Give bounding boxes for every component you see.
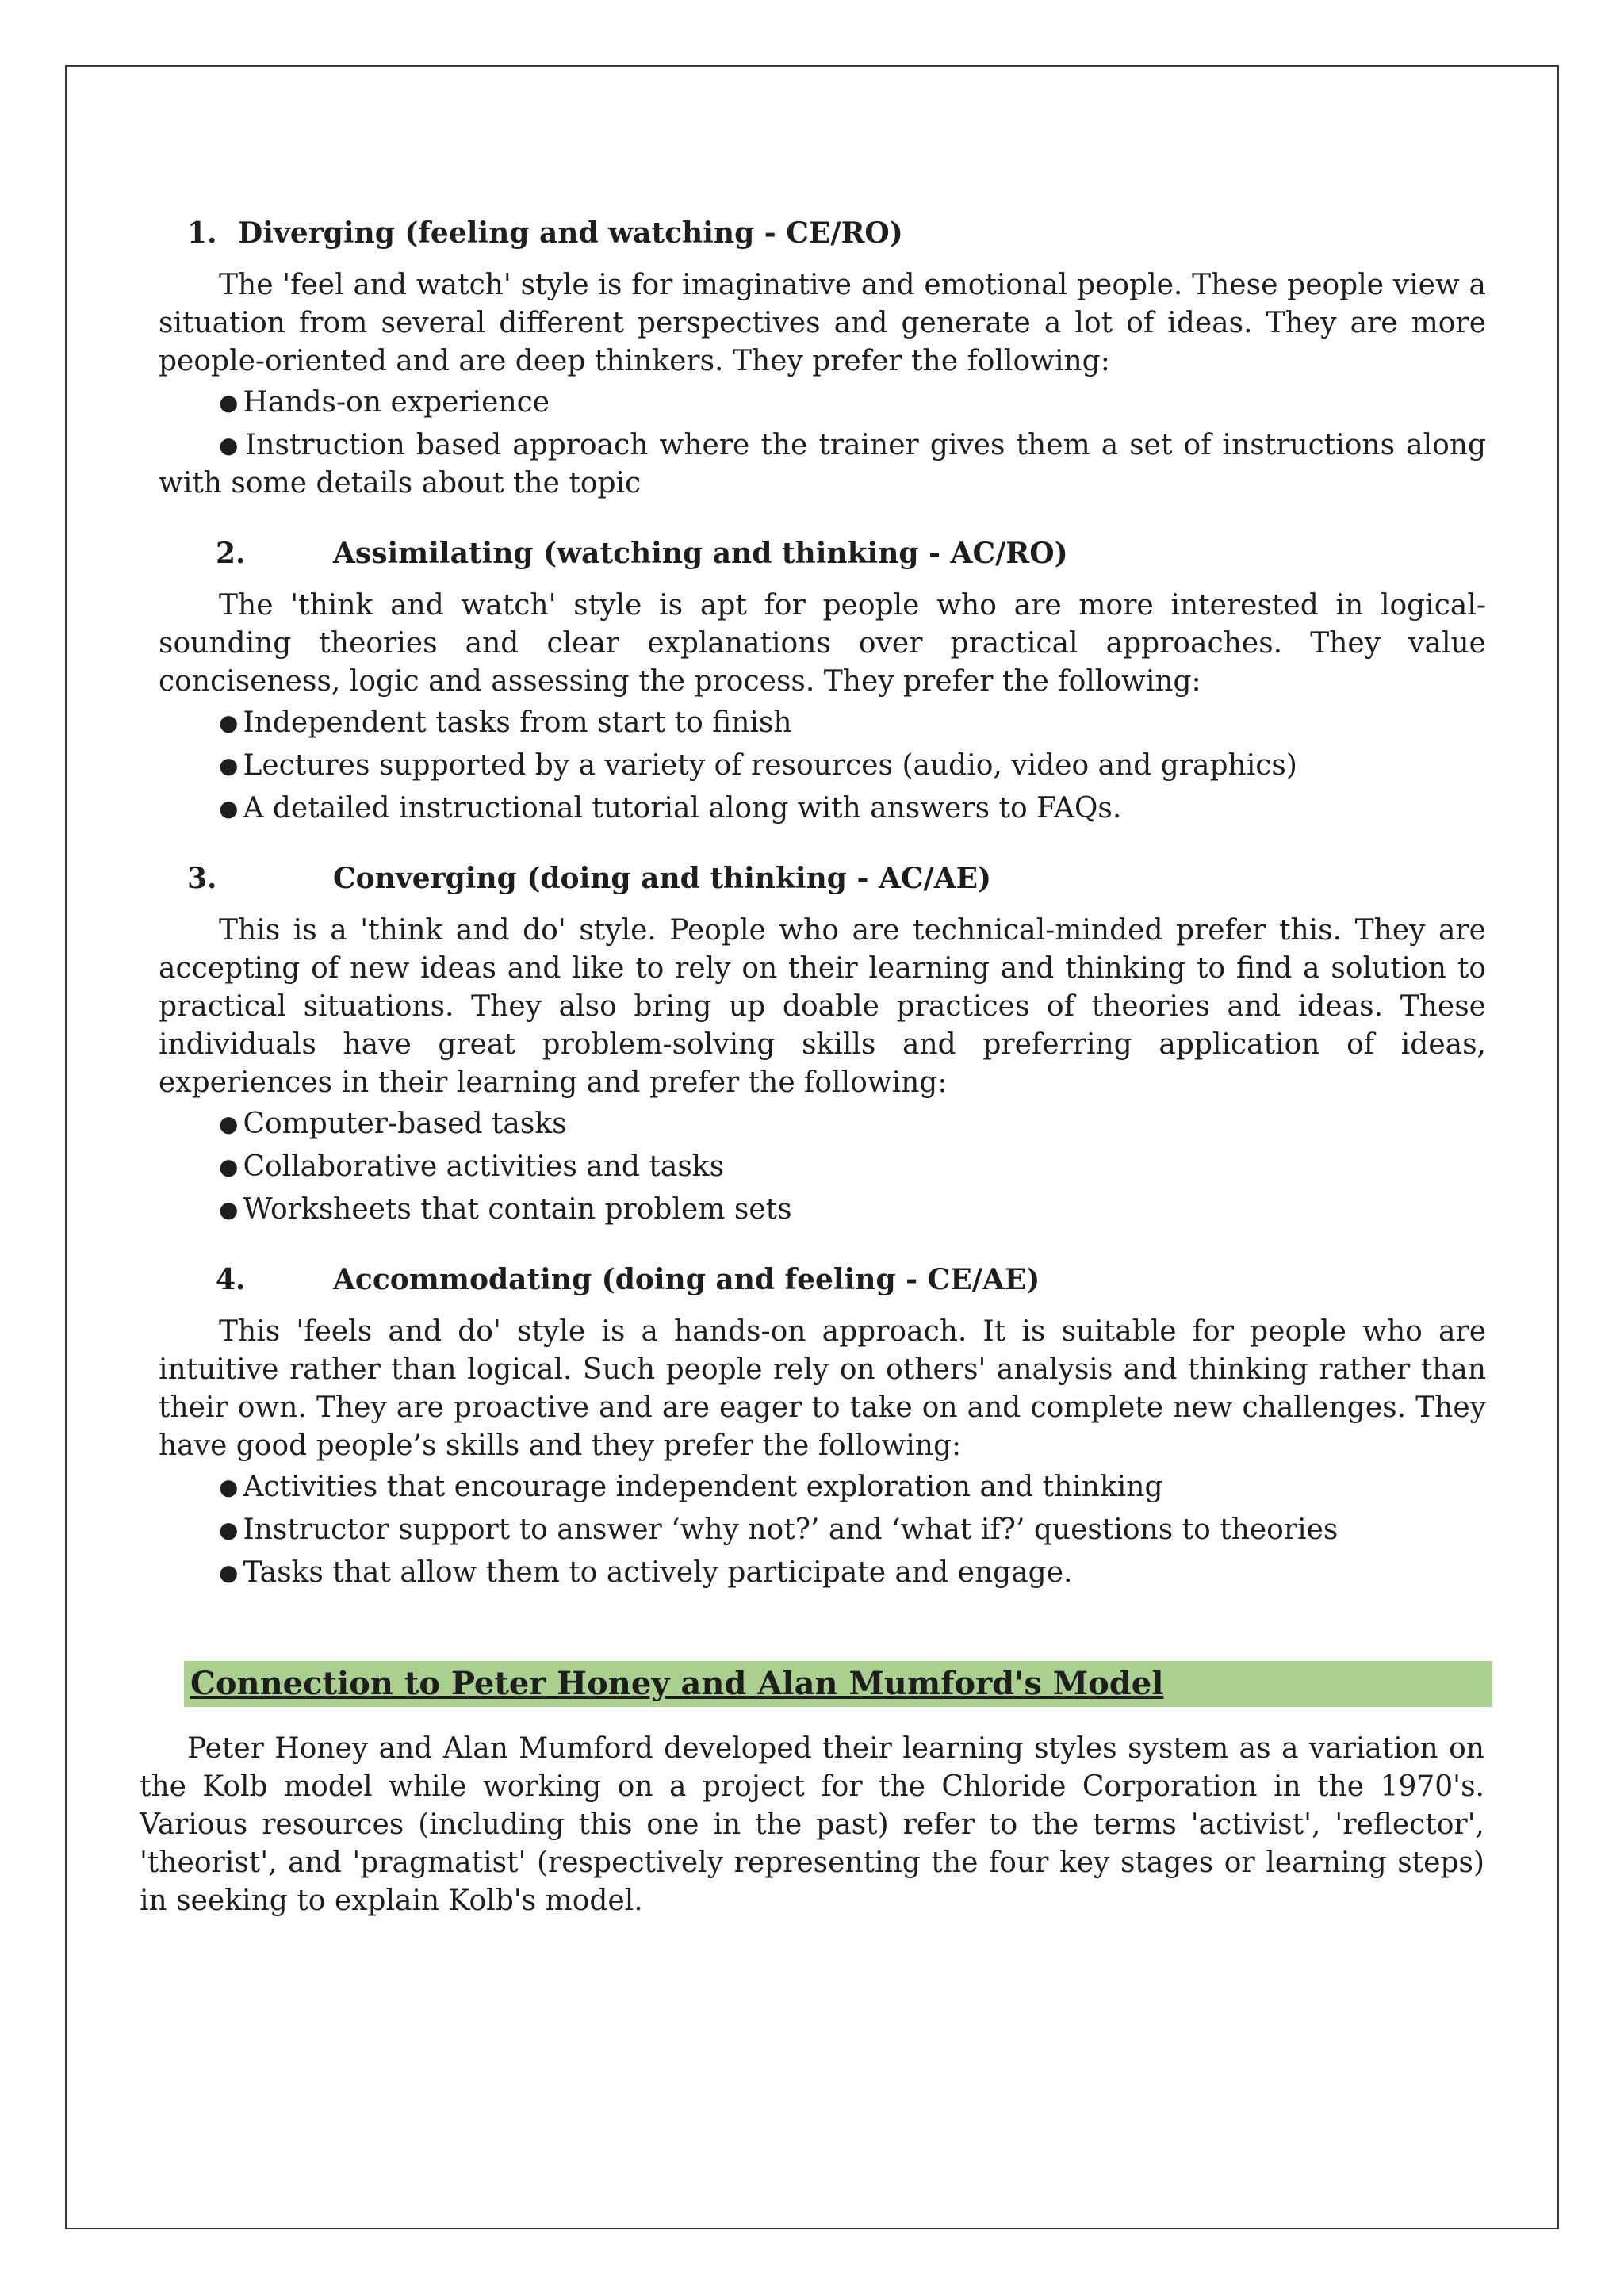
section-number: 4.	[216, 1263, 246, 1296]
list-item-text: Instruction based approach where the trainer gives them a set of instructions along with some details about the topic	[159, 429, 1486, 499]
bullet-icon: ●	[219, 752, 239, 779]
list-item	[159, 1191, 1486, 1229]
section-assimilating	[159, 534, 1486, 828]
list-item-text: Independent tasks from start to finish	[243, 706, 792, 739]
list-item	[159, 384, 1486, 422]
list-item-text: Activities that encourage independent exploration and thinking	[243, 1471, 1163, 1503]
list-item	[159, 1468, 1486, 1506]
list-item-text: Worksheets that contain problem sets	[243, 1193, 792, 1226]
list-item	[159, 427, 1486, 503]
bullet-icon: ●	[219, 1111, 239, 1137]
connection-paragraph: Peter Honey and Alan Mumford developed their learning styles system as a variation on the Kolb model while working on a project for the Chloride Corporation in the 1970's. Various resources (including this one in the past) refer to the terms 'activist', 'reflector', 'theorist', and 'pragmatist' (respectively representing the four key stages or learning steps) in seeking to explain Kolb's model.	[140, 1732, 1484, 1917]
bullet-icon: ●	[219, 1474, 239, 1500]
list-item	[159, 1554, 1486, 1592]
list-item-text: Collaborative activities and tasks	[243, 1150, 725, 1183]
bullet-icon: ●	[219, 1517, 239, 1543]
bullet-list	[159, 384, 1486, 503]
section-title: Assimilating (watching and thinking - AC/RO)	[333, 537, 1068, 570]
list-item-text: Hands-on experience	[243, 386, 550, 419]
document-body	[159, 214, 1486, 1624]
list-item	[159, 704, 1486, 742]
section-title: Converging (doing and thinking - AC/AE)	[333, 862, 992, 895]
bullet-icon: ●	[219, 1154, 239, 1180]
bullet-icon: ●	[219, 432, 241, 458]
list-item	[159, 1511, 1486, 1549]
section-heading	[159, 214, 1486, 252]
section-number: 2.	[216, 537, 246, 570]
section-title: Accommodating (doing and feeling - CE/AE)	[333, 1263, 1040, 1296]
section-diverging	[159, 214, 1486, 503]
section-converging	[159, 859, 1486, 1229]
bullet-icon: ●	[219, 795, 239, 821]
section-number: 3.	[187, 862, 217, 895]
section-heading	[159, 1261, 1486, 1299]
section-paragraph: This is a 'think and do' style. People who are technical-minded prefer this. They are accepting of new ideas and like to rely on their learning and thinking to find a solution to practical situations. They also bring up doable practices of theories and ideas. These individuals have great problem-solving skills and preferring application of ideas, experiences in their learning and prefer the following:	[159, 914, 1486, 1099]
bullet-list	[159, 704, 1486, 828]
section-number: 1.	[187, 216, 217, 250]
section-paragraph: The 'feel and watch' style is for imaginative and emotional people. These people view a situation from several different perspectives and generate a lot of ideas. They are more people-oriented and are deep thinkers. They prefer the following:	[159, 269, 1486, 377]
section-accommodating	[159, 1261, 1486, 1592]
connection-heading: Connection to Peter Honey and Alan Mumford's Model	[190, 1665, 1164, 1702]
list-item	[159, 1105, 1486, 1143]
list-item	[159, 790, 1486, 828]
list-item	[159, 747, 1486, 785]
list-item-text: A detailed instructional tutorial along with answers to FAQs.	[243, 792, 1122, 825]
bullet-list	[159, 1468, 1486, 1592]
bullet-icon: ●	[219, 1196, 239, 1223]
bullet-icon: ●	[219, 1559, 239, 1586]
list-item-text: Computer-based tasks	[243, 1108, 567, 1140]
list-item-text: Instructor support to answer ‘why not?’ and ‘what if?’ questions to theories	[243, 1513, 1339, 1546]
bullet-list	[159, 1105, 1486, 1229]
bullet-icon: ●	[219, 389, 239, 415]
section-heading	[159, 534, 1486, 572]
section-title: Diverging (feeling and watching - CE/RO)	[238, 216, 903, 250]
bullet-icon: ●	[219, 710, 239, 736]
list-item-text: Tasks that allow them to actively participate and engage.	[243, 1556, 1073, 1589]
section-heading	[159, 859, 1486, 897]
list-item-text: Lectures supported by a variety of resources (audio, video and graphics)	[243, 749, 1297, 782]
list-item	[159, 1148, 1486, 1186]
section-paragraph: This 'feels and do' style is a hands-on approach. It is suitable for people who are intuitive rather than logical. Such people rely on others' analysis and thinking rather than their own. They are proactive and are eager to take on and complete new challenges. They have good people’s skills and they prefer the following:	[159, 1315, 1486, 1462]
section-paragraph: The 'think and watch' style is apt for people who are more interested in logical-sounding theories and clear explanations over practical approaches. They value conciseness, logic and assessing the process. They prefer the following:	[159, 589, 1486, 698]
